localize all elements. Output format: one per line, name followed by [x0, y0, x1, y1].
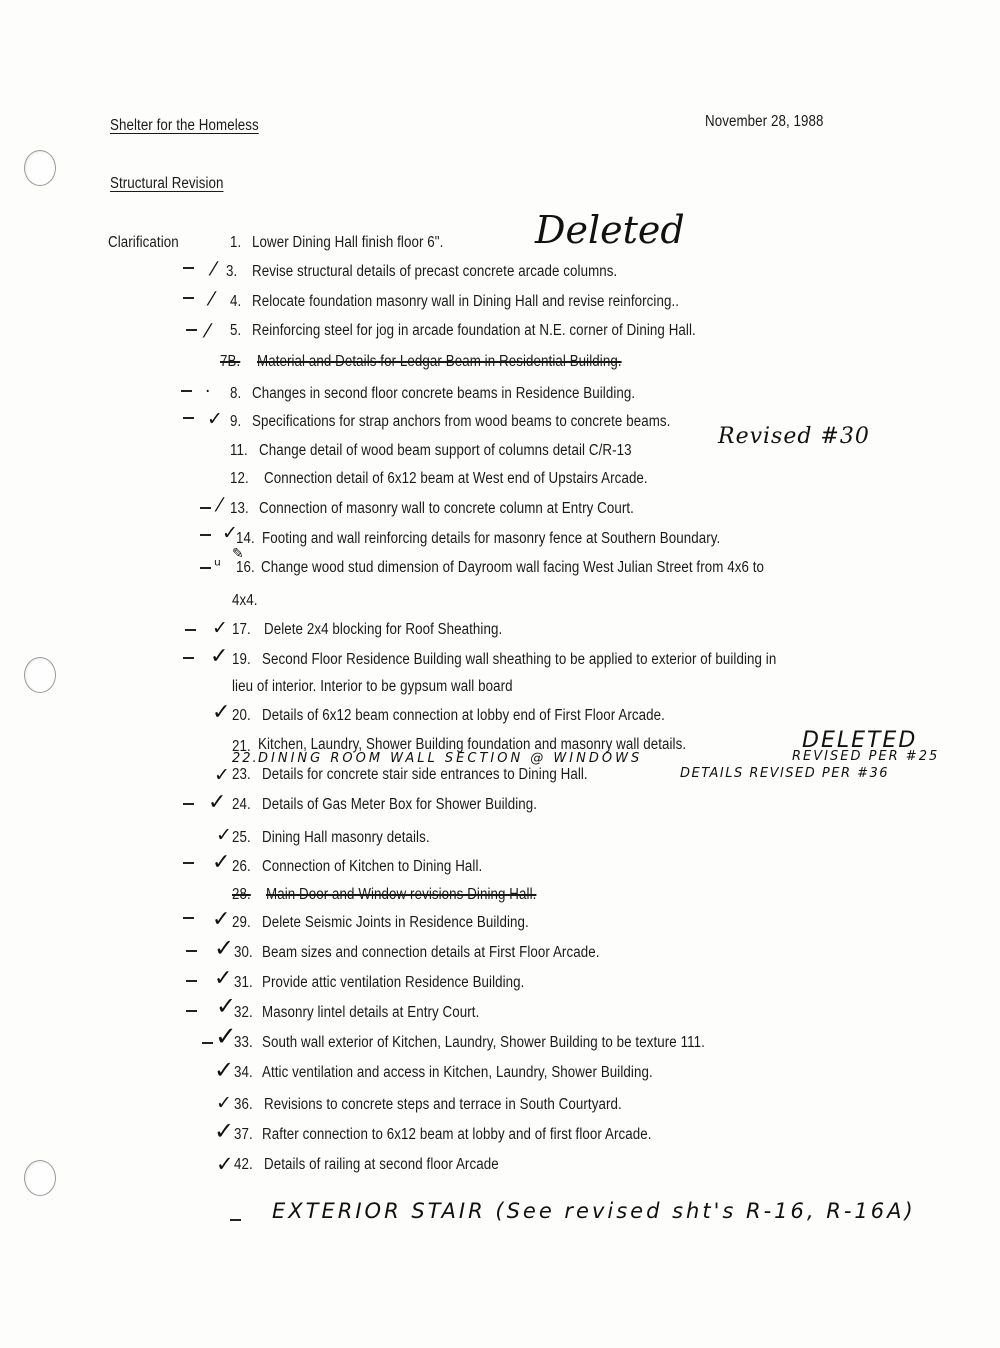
check-mark-icon: ✓	[216, 824, 232, 846]
list-item-text: Change wood stud dimension of Dayroom wall facing West Julian Street from 4x6 to	[261, 559, 765, 576]
list-item-number: 37.	[234, 1126, 253, 1143]
list-item-number: 36.	[234, 1096, 253, 1113]
document-date: November 28, 1988	[705, 113, 824, 130]
list-item-text: Main Door and Window revisions Dining Hall.	[266, 886, 537, 903]
list-item-text: Connection of Kitchen to Dining Hall.	[262, 858, 483, 875]
list-item-text: Material and Details for Ledgar Beam in Residential Building.	[257, 353, 622, 370]
list-item-number: 33.	[234, 1034, 253, 1051]
check-mark-icon: ✓	[214, 1117, 235, 1145]
list-item-text: Rafter connection to 6x12 beam at lobby and of first floor Arcade.	[262, 1126, 652, 1143]
document-subtitle: Structural Revision	[110, 175, 224, 192]
list-item-number: 3.	[226, 263, 238, 280]
list-item-text: Change detail of wood beam support of columns detail C/R-13	[259, 442, 632, 459]
list-item-number: 25.	[232, 829, 251, 846]
document-title: Shelter for the Homeless	[110, 117, 259, 134]
list-item-number: 4.	[230, 293, 242, 310]
check-mark-icon: ✓	[216, 1092, 232, 1114]
handwritten-footer-note: EXTERIOR STAIR (See revised sht's R-16, R-16A)	[272, 1199, 916, 1223]
check-mark-icon: ✓	[207, 408, 223, 430]
list-item-number: 31.	[234, 974, 253, 991]
list-item-number: 14.	[236, 530, 255, 547]
section-label: Clarification	[108, 234, 179, 251]
list-item-number: 23.	[232, 766, 251, 783]
list-item-text: Lower Dining Hall finish floor 6".	[252, 234, 444, 251]
tick-mark-icon: ·	[205, 382, 211, 402]
handwritten-note: Revised #30	[718, 424, 870, 449]
binder-hole-middle	[24, 657, 56, 693]
check-mark-icon: ✓	[215, 1022, 237, 1052]
list-item-number: 26.	[232, 858, 251, 875]
list-item-text: Delete 2x4 blocking for Roof Sheathing.	[264, 621, 503, 638]
list-item-number: 32.	[234, 1004, 253, 1021]
margin-dash	[186, 1010, 197, 1012]
margin-dash	[200, 534, 211, 536]
handwritten-note: REVISED PER #25	[792, 749, 940, 764]
list-item-number: 16.	[236, 559, 255, 576]
list-item-continuation: 4x4.	[232, 592, 258, 609]
list-item-text: Details for concrete stair side entrances to Dining Hall.	[262, 766, 588, 783]
list-item-text: Changes in second floor concrete beams in Residence Building.	[252, 385, 636, 402]
margin-dash	[183, 297, 194, 299]
list-item-number: 1.	[230, 234, 242, 251]
margin-dash	[183, 417, 194, 419]
margin-dash	[185, 629, 196, 631]
margin-dash	[202, 1042, 213, 1044]
list-item-number: 12.	[230, 470, 249, 487]
margin-dash	[186, 950, 197, 952]
list-item-text: Attic ventilation and access in Kitchen, Laundry, Shower Building.	[262, 1064, 653, 1081]
margin-dash	[183, 657, 194, 659]
list-item-text: Relocate foundation masonry wall in Dining Hall and revise reinforcing..	[252, 293, 680, 310]
check-mark-icon: ✓	[210, 644, 229, 669]
handwritten-note: DETAILS REVISED PER #36	[680, 766, 890, 781]
check-mark-icon: ✓	[216, 1152, 234, 1176]
binder-hole-bottom	[24, 1160, 56, 1196]
list-item-number: 29.	[232, 914, 251, 931]
margin-dash	[183, 917, 194, 919]
handwritten-item-text: DINING ROOM WALL SECTION @ WINDOWS	[258, 751, 643, 766]
check-mark-icon: ✓	[212, 850, 231, 875]
list-item-text: Delete Seismic Joints in Residence Building.	[262, 914, 529, 931]
check-mark-icon: ✓	[214, 1056, 235, 1084]
margin-dash	[183, 862, 194, 864]
list-item-number: 22.	[232, 751, 259, 766]
check-mark-icon: ✓	[222, 522, 238, 544]
margin-dash	[186, 329, 197, 331]
margin-dash	[183, 803, 194, 805]
check-mark-icon: ✓	[212, 907, 231, 932]
list-item-text: Kitchen, Laundry, Shower Building foundation and masonry wall details.	[258, 736, 687, 753]
list-item-number: 42.	[234, 1156, 253, 1173]
binder-hole-top	[24, 150, 56, 186]
margin-dash	[200, 507, 211, 509]
list-item-text: Provide attic ventilation Residence Building.	[262, 974, 525, 991]
check-mark-icon: ✓	[216, 992, 237, 1020]
scribble-mark-icon: ✎	[232, 546, 244, 562]
check-mark-icon: ✓	[212, 617, 228, 639]
list-item-text: Revise structural details of precast concrete arcade columns.	[252, 263, 618, 280]
list-item-number: 20.	[232, 707, 251, 724]
check-mark-icon: ✓	[212, 700, 231, 725]
list-item-number: 21.	[232, 738, 251, 755]
check-mark-icon: ⁄	[212, 258, 216, 280]
list-item-number: 19.	[232, 651, 251, 668]
list-item-text: Connection of masonry wall to concrete column at Entry Court.	[259, 500, 634, 517]
list-item-text: Connection detail of 6x12 beam at West end of Upstairs Arcade.	[264, 470, 648, 487]
list-item-number: 9.	[230, 413, 242, 430]
list-item-text: Reinforcing steel for jog in arcade foundation at N.E. corner of Dining Hall.	[252, 322, 696, 339]
list-item-text: Masonry lintel details at Entry Court.	[262, 1004, 480, 1021]
list-item-number: 11.	[230, 442, 248, 459]
margin-dash	[186, 980, 197, 982]
check-mark-icon: ⁄	[206, 320, 210, 342]
list-item-number: 5.	[230, 322, 242, 339]
list-item-number: 8.	[230, 385, 242, 402]
list-item-text: Beam sizes and connection details at First Floor Arcade.	[262, 944, 600, 961]
check-mark-icon: ✓	[208, 790, 227, 815]
check-mark-icon: ✓	[214, 764, 230, 786]
list-item-text: Footing and wall reinforcing details for masonry fence at Southern Boundary.	[262, 530, 721, 547]
check-mark-icon: ✓	[214, 934, 235, 962]
list-item-text: Details of Gas Meter Box for Shower Building.	[262, 796, 538, 813]
list-item-number: 13.	[230, 500, 249, 517]
check-mark-icon: ✓	[214, 966, 233, 991]
tick-mark-icon: ᵘ	[214, 556, 221, 576]
list-item-text: Second Floor Residence Building wall sheathing to be applied to exterior of building in	[262, 651, 777, 668]
check-mark-icon: ⁄	[210, 288, 214, 310]
list-item-number: 30.	[234, 944, 253, 961]
list-item-continuation: lieu of interior. Interior to be gypsum wall board	[232, 678, 513, 695]
list-item-number: 34.	[234, 1064, 253, 1081]
list-item-number: 24.	[232, 796, 251, 813]
list-item-text: Details of 6x12 beam connection at lobby end of First Floor Arcade.	[262, 707, 665, 724]
list-item-number: 17.	[232, 621, 251, 638]
handwritten-note: Deleted	[535, 208, 685, 252]
list-item-text: Dining Hall masonry details.	[262, 829, 430, 846]
list-item-text: Revisions to concrete steps and terrace in South Courtyard.	[264, 1096, 622, 1113]
margin-dash	[181, 390, 192, 392]
margin-dash	[200, 567, 211, 569]
margin-dash	[230, 1219, 241, 1221]
list-item-text: Details of railing at second floor Arcade	[264, 1156, 499, 1173]
check-mark-icon: ⁄	[218, 494, 222, 516]
list-item-number: 28.	[232, 886, 251, 903]
list-item-text: Specifications for strap anchors from wood beams to concrete beams.	[252, 413, 671, 430]
margin-dash	[183, 267, 194, 269]
list-item-text: South wall exterior of Kitchen, Laundry, Shower Building to be texture 111.	[262, 1034, 705, 1051]
list-item-number: 7B.	[220, 353, 241, 370]
handwritten-note: DELETED	[802, 728, 918, 753]
